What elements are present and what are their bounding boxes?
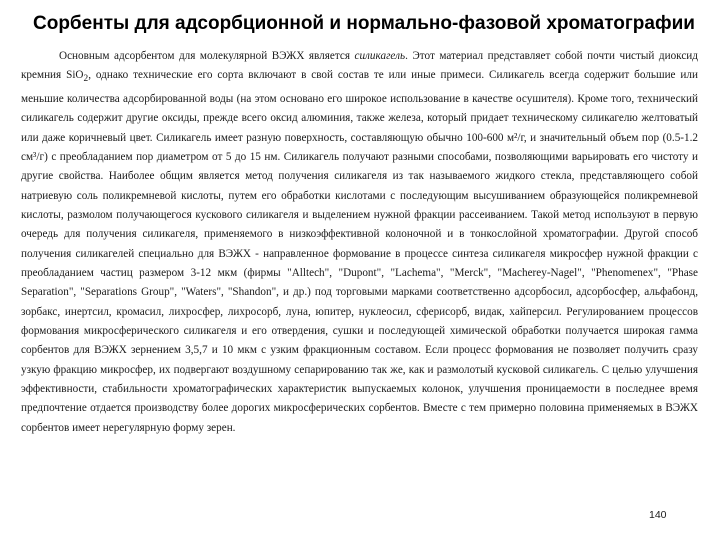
paragraph-text-2: . Этот материал представляет собой почти чистый диоксид кремния SiO [21,50,698,82]
paragraph-text-3: , однако технические его сорта включают в свой состав те или иные примеси. Силикагель всегда содержит большие или меньшие количества адсорбированной воды (на этом основано его широкое использование в качестве осушителя). Кроме того, технический силикагель содержит другие оксиды, прежде всего оксид алюминия, также железа, который придает техническому силикагелю желтоватый или даже коричневый цвет. Силикагель имеет разную поверхность, составляющую обычно 100-600 м²/г, и значительный объем пор (0.5-1.2 см³/г) с преобладанием пор диаметром от 5 до 15 нм. Силикагель получают разными способами, позволяющими варьировать его чистоту и другие свойства. Наиболее общим является метод получения силикагеля из так называемого жидкого стекла, представляющего собой натриевую соль поликремневой кислоты, путем его обработки кислотами с последующим высушиванием образующейся поликремневой кислоты, размолом получающегося кускового силикагеля и выделением нужной фракции рассеиванием. Такой метод используют в первую очередь для получения силикагеля, применяемого в низкоэффективной колоночной и в тонкослойной хроматографии. Другой способ получения силикагелей специально для ВЭЖХ - направленное формование в процессе синтеза силикагеля микросфер нужной фракции с преобладанием частиц размером 3-12 мкм (фирмы "Alltech", "Dupont", "Lachema", "Merck", "Macherey-Nagel", "Phenomenex", "Phase Separation", "Separations Group", "Waters", "Shandon", и др.) под торговыми марками соответственно адсорбосил, адсорбосфер, альфабонд, зорбакс, инертсил, кромасил, лихросфер, лихросорб, луна, юпитер, нуклеосил, сферисорб, видак, хайперсил. Регулированием процессов формования микросферического силикагеля и его отвердения, сушки и последующей химической обработки получается широкая гамма сорбентов для ВЭЖХ зернением 3,5,7 и 10 мкм с узким фракционным составом. Если процесс формования не позволяет получить сразу узкую фракцию микросфер, их подвергают воздушному сепарированию так же, как и размолотый кусковой силикагель. С целью улучшения эффективности, стабильности хроматографических характеристик выпускаемых колонок, улучшения проницаемости в последнее время предпочтение отдается производству более дорогих микросферических сорбентов. Вместе с тем примерно половина применяемых в ВЭЖХ сорбентов имеет нерегулярную форму зерен. [21,69,698,434]
paragraph-term: силикагель [354,50,406,62]
formula-subscript: 2 [83,74,89,85]
slide-title: Сорбенты для адсорбционной и нормально-фазовой хроматографии [33,13,695,34]
page-number: 140 [649,509,667,521]
paragraph-text-1: Основным адсорбентом для молекулярной ВЭЖХ является [59,50,355,62]
body-paragraph [21,47,698,438]
